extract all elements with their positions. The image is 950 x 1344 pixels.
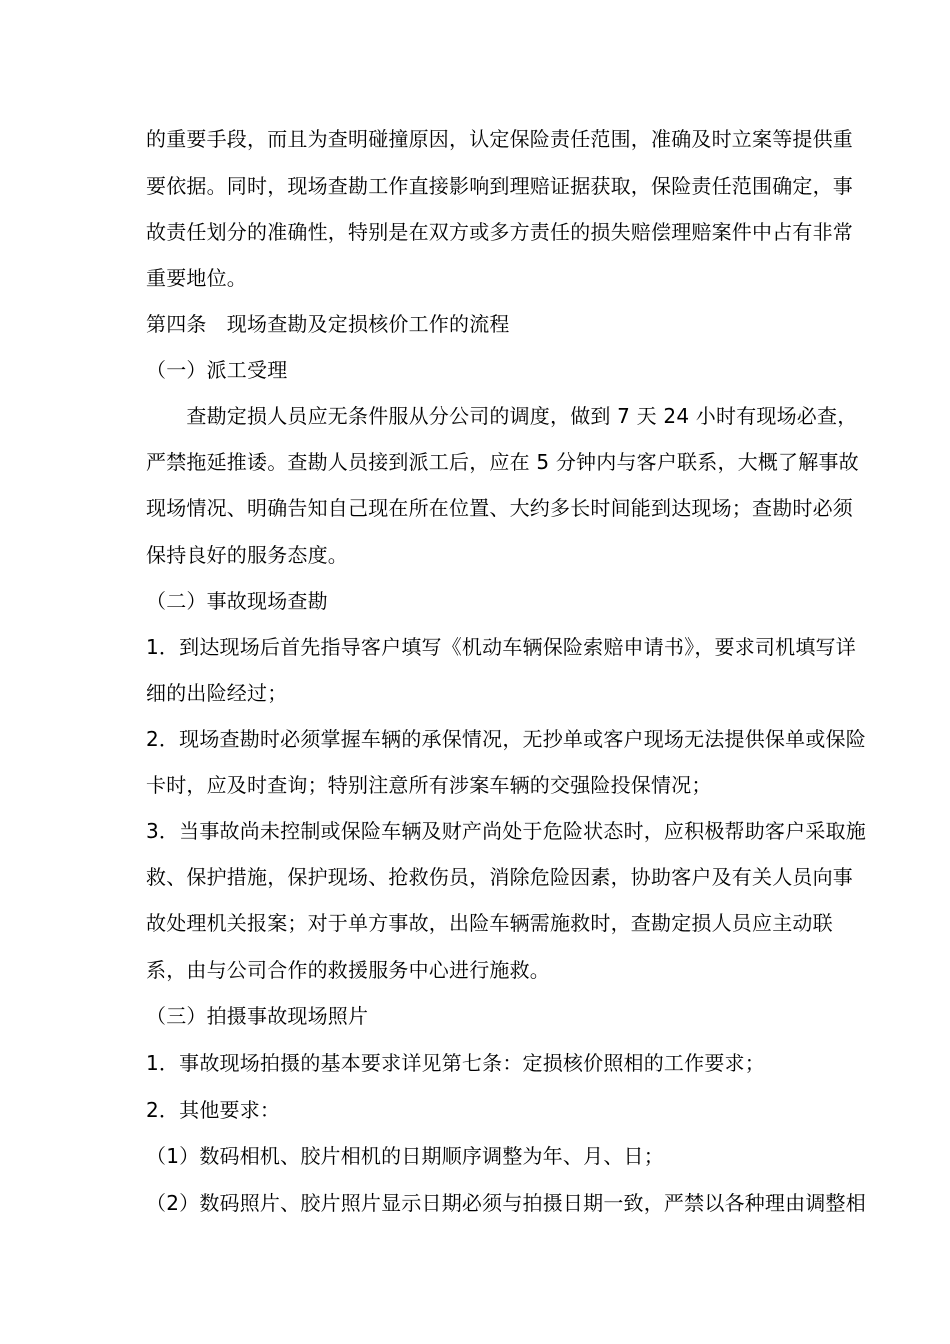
text-line: 保持良好的服务态度。 [146, 543, 348, 567]
text-line: 2．现场查勘时必须掌握车辆的承保情况，无抄单或客户现场无法提供保单或保险 [146, 727, 866, 751]
text-line: 的重要手段，而且为查明碰撞原因，认定保险责任范围，准确及时立案等提供重 [146, 127, 853, 151]
text-line: 3．当事故尚未控制或保险车辆及财产尚处于危险状态时，应积极帮助客户采取施 [146, 819, 866, 843]
section-heading: 第四条 现场查勘及定损核价工作的流程 [146, 312, 510, 336]
text-line: 1．到达现场后首先指导客户填写《机动车辆保险索赔申请书》，要求司机填写详 [146, 635, 856, 659]
text-line: 1．事故现场拍摄的基本要求详见第七条：定损核价照相的工作要求； [146, 1051, 765, 1075]
text-line: 严禁拖延推诿。查勘人员接到派工后，应在 5 分钟内与客户联系，大概了解事故 [146, 450, 859, 474]
text-line: 2．其他要求： [146, 1098, 281, 1122]
text-line: 要依据。同时，现场查勘工作直接影响到理赔证据获取，保险责任范围确定，事 [146, 174, 853, 198]
text-line: 故处理机关报案；对于单方事故，出险车辆需施救时，查勘定损人员应主动联 [146, 911, 833, 935]
text-line: 卡时，应及时查询；特别注意所有涉案车辆的交强险投保情况； [146, 773, 712, 797]
subsection-heading: （三）拍摄事故现场照片 [146, 1004, 369, 1028]
text-line: 细的出险经过； [146, 681, 288, 705]
text-line: 故责任划分的准确性，特别是在双方或多方责任的损失赔偿理赔案件中占有非常 [146, 220, 853, 244]
text-line: （1）数码相机、胶片相机的日期顺序调整为年、月、日； [146, 1144, 664, 1168]
subsection-heading: （一）派工受理 [146, 358, 288, 382]
text-line: （2）数码照片、胶片照片显示日期必须与拍摄日期一致，严禁以各种理由调整相 [146, 1191, 866, 1215]
text-line: 重要地位。 [146, 266, 247, 290]
text-line: 查勘定损人员应无条件服从分公司的调度，做到 7 天 24 小时有现场必查， [146, 404, 858, 428]
text-line: 救、保护措施，保护现场、抢救伤员，消除危险因素，协助客户及有关人员向事 [146, 865, 853, 889]
text-line: 系，由与公司合作的救援服务中心进行施救。 [146, 958, 550, 982]
text-line: 现场情况、明确告知自己现在所在位置、大约多长时间能到达现场；查勘时必须 [146, 496, 853, 520]
subsection-heading: （二）事故现场查勘 [146, 589, 328, 613]
